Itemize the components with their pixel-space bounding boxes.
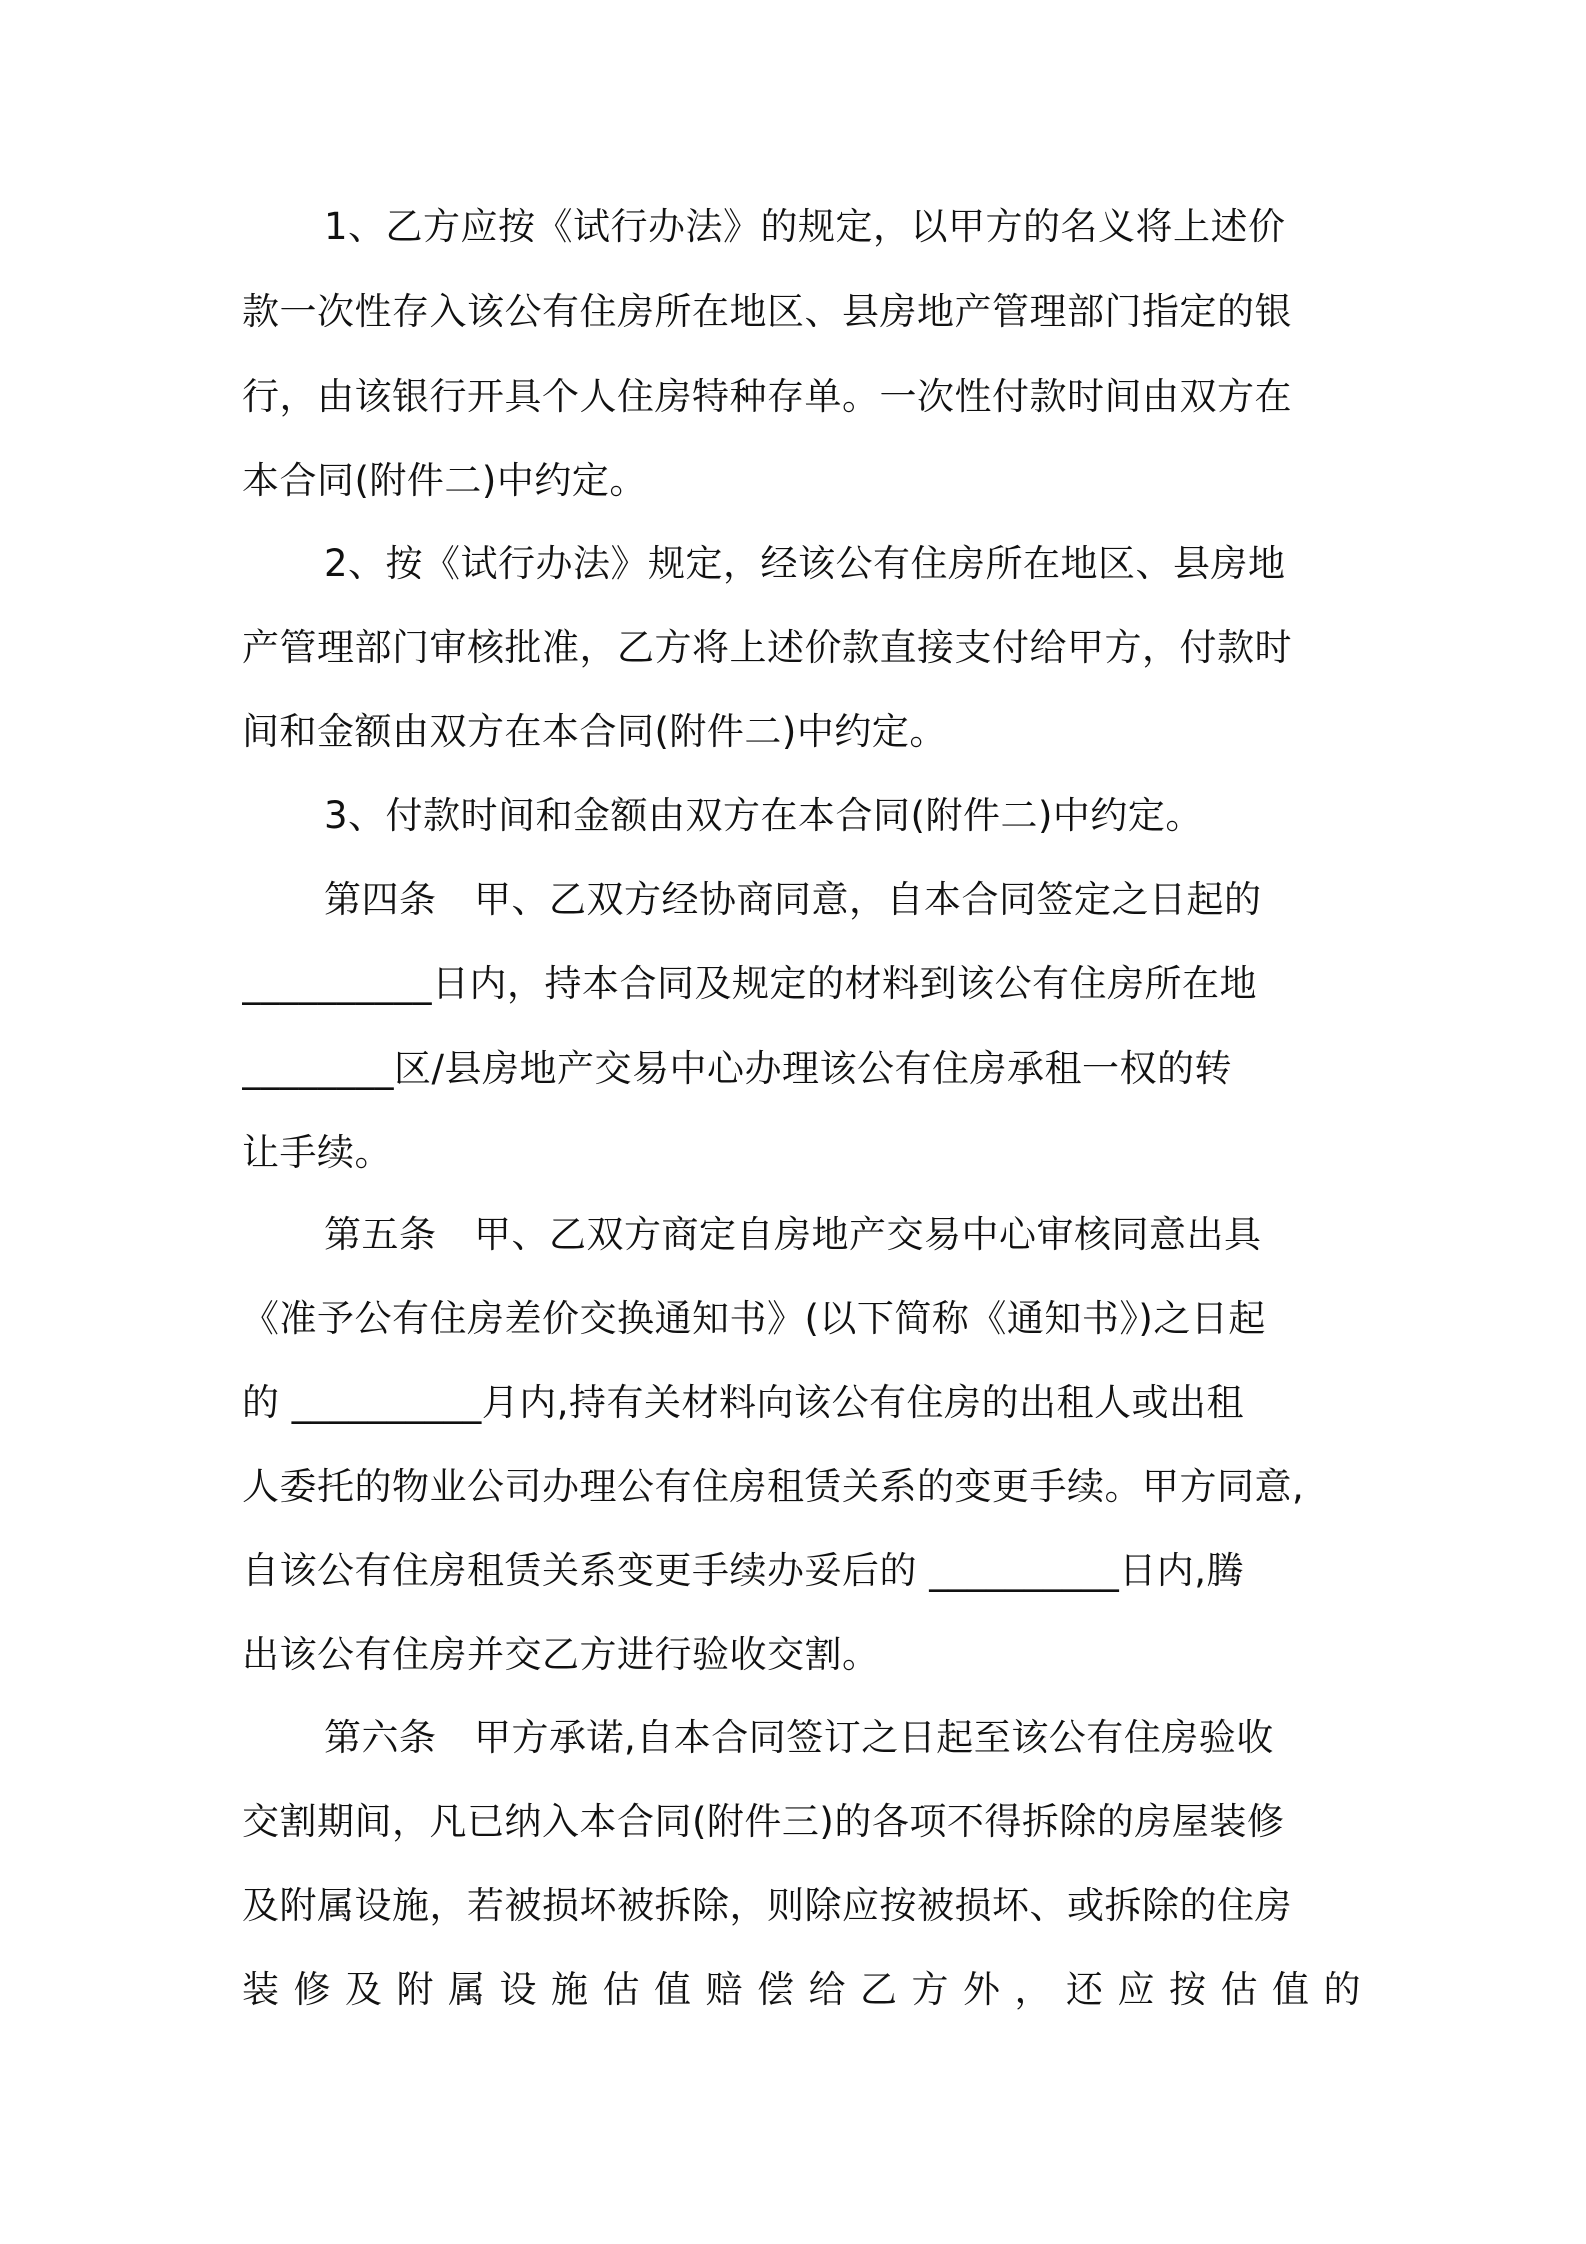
text-line: 《准予公有住房差价交换通知书》(以下简称《通知书》)之日起 <box>242 1297 1266 1340</box>
text-line: 自该公有住房租赁关系变更手续办妥后的 __________日内,腾 <box>242 1549 1245 1592</box>
text-line: 出该公有住房并交乙方进行验收交割。 <box>242 1633 880 1676</box>
text-line: 让手续。 <box>242 1131 392 1174</box>
article-four-heading: 第四条 甲、乙双方经协商同意，自本合同签定之日起的 <box>324 878 1262 921</box>
text-line: 交割期间，凡已纳入本合同(附件三)的各项不得拆除的房屋装修 <box>242 1800 1285 1843</box>
text-line: 行，由该银行开具个人住房特种存单。一次性付款时间由双方在 <box>242 375 1292 418</box>
text-line: 人委托的物业公司办理公有住房租赁关系的变更手续。甲方同意, <box>242 1465 1305 1508</box>
text-line: 间和金额由双方在本合同(附件二)中约定。 <box>242 710 947 753</box>
text-line: 及附属设施，若被损坏被拆除，则除应按被损坏、或拆除的住房 <box>242 1884 1292 1927</box>
text-line: 款一次性存入该公有住房所在地区、县房地产管理部门指定的银 <box>242 290 1292 333</box>
text-line: 的 __________月内,持有关材料向该公有住房的出租人或出租 <box>242 1381 1245 1424</box>
article-six-heading: 第六条 甲方承诺,自本合同签订之日起至该公有住房验收 <box>324 1716 1274 1759</box>
text-line: 1、乙方应按《试行办法》的规定，以甲方的名义将上述价 <box>324 205 1286 248</box>
text-line: 3、付款时间和金额由双方在本合同(附件二)中约定。 <box>324 794 1203 837</box>
text-line: 装修及附属设施估值赔偿给乙方外，还应按估值的 <box>242 1968 1375 2011</box>
text-line: 产管理部门审核批准，乙方将上述价款直接支付给甲方，付款时 <box>242 626 1292 669</box>
article-five-heading: 第五条 甲、乙双方商定自房地产交易中心审核同意出具 <box>324 1213 1262 1256</box>
text-line: 本合同(附件二)中约定。 <box>242 459 647 502</box>
text-line: 2、按《试行办法》规定，经该公有住房所在地区、县房地 <box>324 542 1286 585</box>
text-line: ________区/县房地产交易中心办理该公有住房承租一权的转 <box>242 1047 1232 1090</box>
text-line: __________日内，持本合同及规定的材料到该公有住房所在地 <box>242 962 1257 1005</box>
